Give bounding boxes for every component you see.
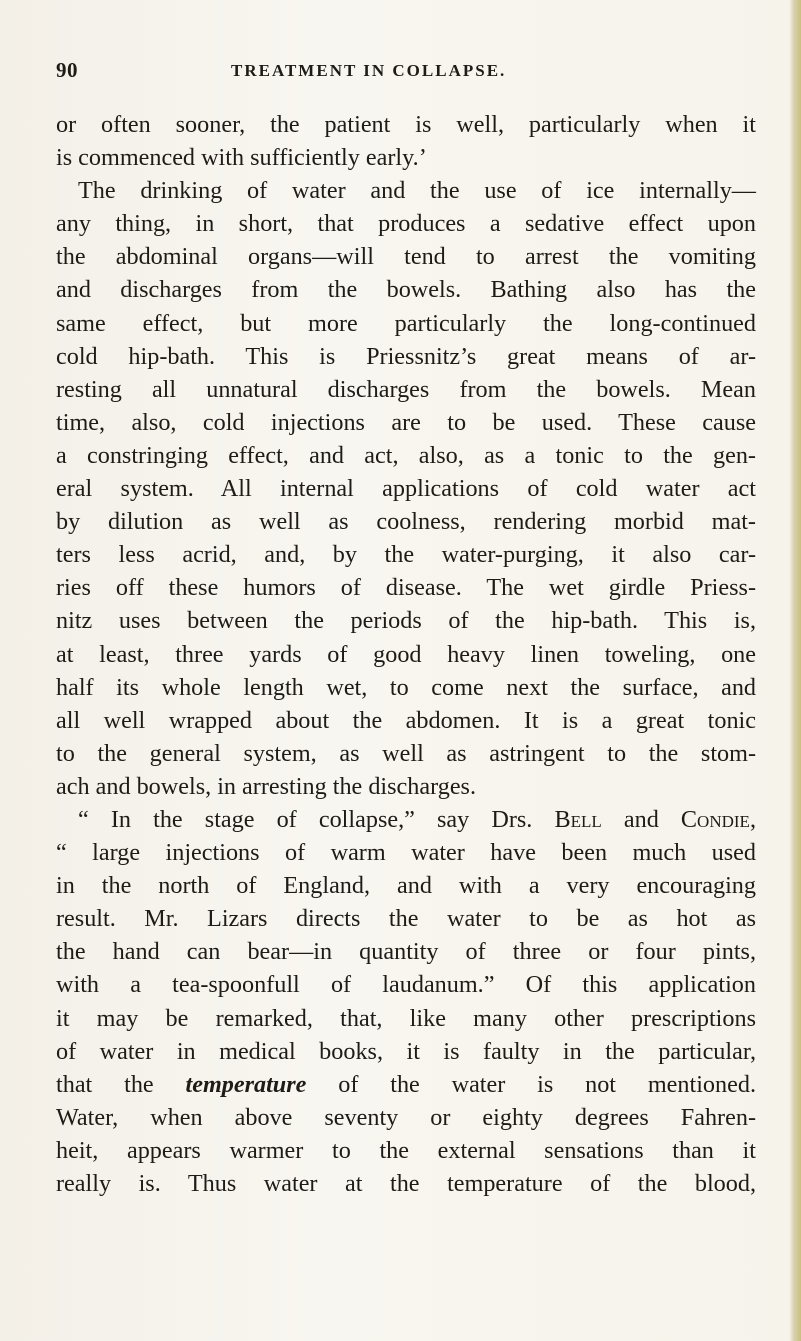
- text-segment: result. Mr. Lizars directs the water to be as hot as: [56, 905, 756, 933]
- text-line: [56, 141, 756, 174]
- text-segment: “ In the stage of collapse,” say Drs.: [78, 805, 555, 833]
- text-line: [56, 638, 756, 671]
- text-line: [56, 240, 756, 273]
- running-head: TREATMENT IN COLLAPSE.: [231, 61, 507, 80]
- text-line: [56, 737, 756, 770]
- text-segment: to the general system, as well as astringent to the stom-: [56, 739, 756, 767]
- text-segment: and: [601, 805, 681, 833]
- text-segment: cold hip-bath. This is Priessnitz’s great means of ar-: [56, 342, 756, 370]
- text-segment: or often sooner, the patient is well, particularly when it: [56, 111, 756, 138]
- text-segment: that the: [56, 1070, 186, 1098]
- text-segment: “ large injections of warm water have been much used: [56, 839, 756, 867]
- text-line: [56, 968, 756, 1001]
- small-caps-name: Condie: [680, 805, 750, 833]
- text-line: [56, 108, 756, 141]
- text-line: [56, 1134, 756, 1167]
- text-line: [56, 902, 756, 935]
- text-segment: it may be remarked, that, like many other prescriptions: [56, 1004, 756, 1032]
- text-line: [56, 604, 756, 637]
- text-segment: The drinking of water and the use of ice internally—: [78, 177, 756, 205]
- text-segment: all well wrapped about the abdomen. It is a great tonic: [56, 706, 756, 734]
- text-segment: heit, appears warmer to the external sensations than it: [56, 1136, 756, 1164]
- small-caps-name: Bell: [554, 805, 602, 833]
- text-line: [56, 406, 756, 439]
- page-edge: [789, 0, 801, 1341]
- text-segment: ters less acrid, and, by the water-purging, it also car-: [56, 541, 756, 569]
- text-segment: resting all unnatural discharges from the bowels. Mean: [56, 375, 756, 403]
- text-line: [56, 439, 756, 472]
- text-segment: ,: [749, 805, 756, 833]
- text-segment: really is. Thus water at the temperature of the blood,: [56, 1170, 756, 1197]
- text-segment: at least, three yards of good heavy linen toweling, one: [56, 640, 756, 668]
- text-line: [56, 704, 756, 737]
- text-segment: Water, when above seventy or eighty degrees Fahren-: [56, 1103, 756, 1131]
- text-line: [56, 770, 756, 803]
- text-segment: time, also, cold injections are to be used. These cause: [56, 408, 756, 436]
- text-line: [56, 869, 756, 902]
- text-segment: the abdominal organs—will tend to arrest the vomiting: [56, 243, 756, 271]
- text-line: [56, 1035, 756, 1068]
- text-line: [56, 174, 756, 207]
- text-segment: nitz uses between the periods of the hip-bath. This is,: [56, 607, 756, 635]
- page-number: 90: [56, 58, 78, 82]
- text-line: [56, 1167, 756, 1200]
- text-line: [56, 273, 756, 306]
- text-line: [56, 836, 756, 869]
- text-segment: is commenced with sufficiently early.’: [56, 144, 427, 172]
- text-line: [56, 373, 756, 406]
- text-segment: of water in medical books, it is faulty in the particular,: [56, 1037, 756, 1065]
- text-line: [56, 472, 756, 505]
- text-segment: the hand can bear—in quantity of three or four pints,: [56, 938, 756, 966]
- text-line: [56, 1101, 756, 1134]
- text-line: [56, 1068, 756, 1101]
- text-line: [56, 803, 756, 836]
- text-line: [56, 505, 756, 538]
- text-segment: same effect, but more particularly the long-continued: [56, 309, 756, 337]
- text-line: [56, 340, 756, 373]
- text-segment: with a tea-spoonfull of laudanum.” Of this application: [56, 971, 756, 999]
- text-line: [56, 538, 756, 571]
- text-segment: eral system. All internal applications of cold water act: [56, 475, 756, 503]
- text-segment: a constringing effect, and act, also, as a tonic to the gen-: [56, 441, 756, 469]
- text-line: [56, 571, 756, 604]
- body-text: [56, 108, 756, 1200]
- text-segment: ries off these humors of disease. The wet girdle Priess-: [56, 574, 756, 602]
- page-header: [56, 58, 756, 88]
- text-segment: of the water is not mentioned.: [306, 1070, 756, 1098]
- text-segment: in the north of England, and with a very encouraging: [56, 872, 756, 900]
- text-line: [56, 307, 756, 340]
- text-line: [56, 207, 756, 240]
- text-line: [56, 935, 756, 968]
- text-line: [56, 1002, 756, 1035]
- text-segment: half its whole length wet, to come next the surface, and: [56, 673, 756, 701]
- italic-term: temperature: [185, 1070, 307, 1098]
- text-segment: ach and bowels, in arresting the discharges.: [56, 772, 477, 800]
- text-segment: and discharges from the bowels. Bathing also has the: [56, 276, 756, 304]
- text-segment: by dilution as well as coolness, rendering morbid mat-: [56, 508, 756, 536]
- text-segment: any thing, in short, that produces a sedative effect upon: [56, 210, 756, 238]
- text-line: [56, 671, 756, 704]
